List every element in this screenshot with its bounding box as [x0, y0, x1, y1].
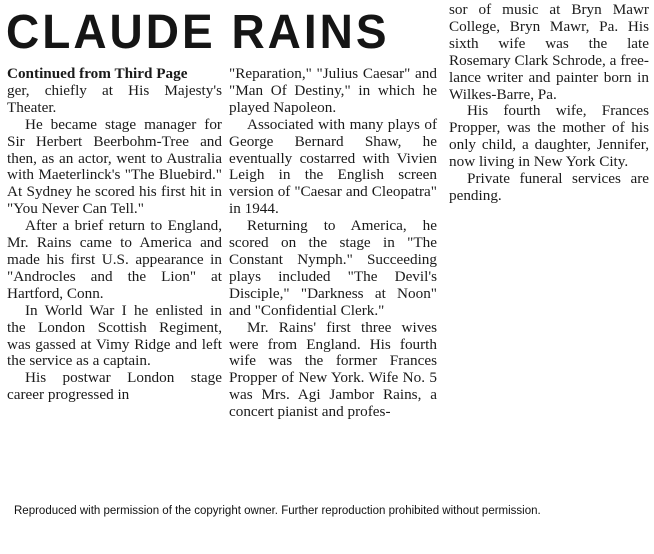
paragraph: He became stage manager for Sir Herbert Beerbohm-Tree and then, as an actor, went to Australia with Maeterlinck's "The Bluebird." At Sydney he scored his first hit in "You Never Can Tell."	[7, 115, 222, 218]
paragraph: His fourth wife, Frances Propper, was the mother of his only child, a daughter, Jennifer, now living in New York City.	[449, 102, 649, 171]
paragraph: Associated with many plays of George Bernard Shaw, he eventually costarred with Vivien Leigh in the English screen version of "Caesar and Cleopatra" in 1944.	[229, 115, 437, 218]
continued-line: Continued from Third Page	[7, 65, 188, 82]
paragraph: Private funeral services are pending.	[449, 170, 649, 204]
paragraph: Returning to America, he scored on the stage in "The Constant Nymph." Succeeding plays included "The Devil's Disciple," "Darkness at Noon" and "Confidential Clerk."	[229, 217, 437, 319]
article-column-2	[229, 66, 437, 421]
article-column-3	[449, 2, 649, 205]
paragraph: "Reparation," "Julius Caesar" and "Man Of Destiny," in which he played Napoleon.	[229, 65, 437, 116]
article-column-1	[7, 66, 222, 404]
copyright-notice: Reproduced with permission of the copyright owner. Further reproduction prohibited without permission.	[14, 505, 541, 517]
paragraph: In World War I he enlisted in the London Scottish Regiment, was gassed at Vimy Ridge and left the service as a captain.	[7, 301, 222, 370]
paragraph: ger, chiefly at His Majesty's Theater.	[7, 81, 222, 116]
paragraph: Mr. Rains' first three wives were from England. His fourth wife was the former Frances Propper of New York. Wife No. 5 was Mrs. Agi Jambor Rains, a concert pianist and profes-	[229, 318, 437, 421]
paragraph: sor of music at Bryn Mawr College, Bryn Mawr, Pa. His sixth wife was the late Rosemary Clark Schrode, a free-lance writer and painter born in Wilkes-Barre, Pa.	[449, 1, 649, 103]
paragraph: His postwar London stage career progressed in	[7, 369, 222, 404]
headline: CLAUDE RAINS	[6, 4, 390, 59]
paragraph: After a brief return to England, Mr. Rains came to America and made his first U.S. appearance in "Androcles and the Lion" at Hartford, Conn.	[7, 217, 222, 302]
